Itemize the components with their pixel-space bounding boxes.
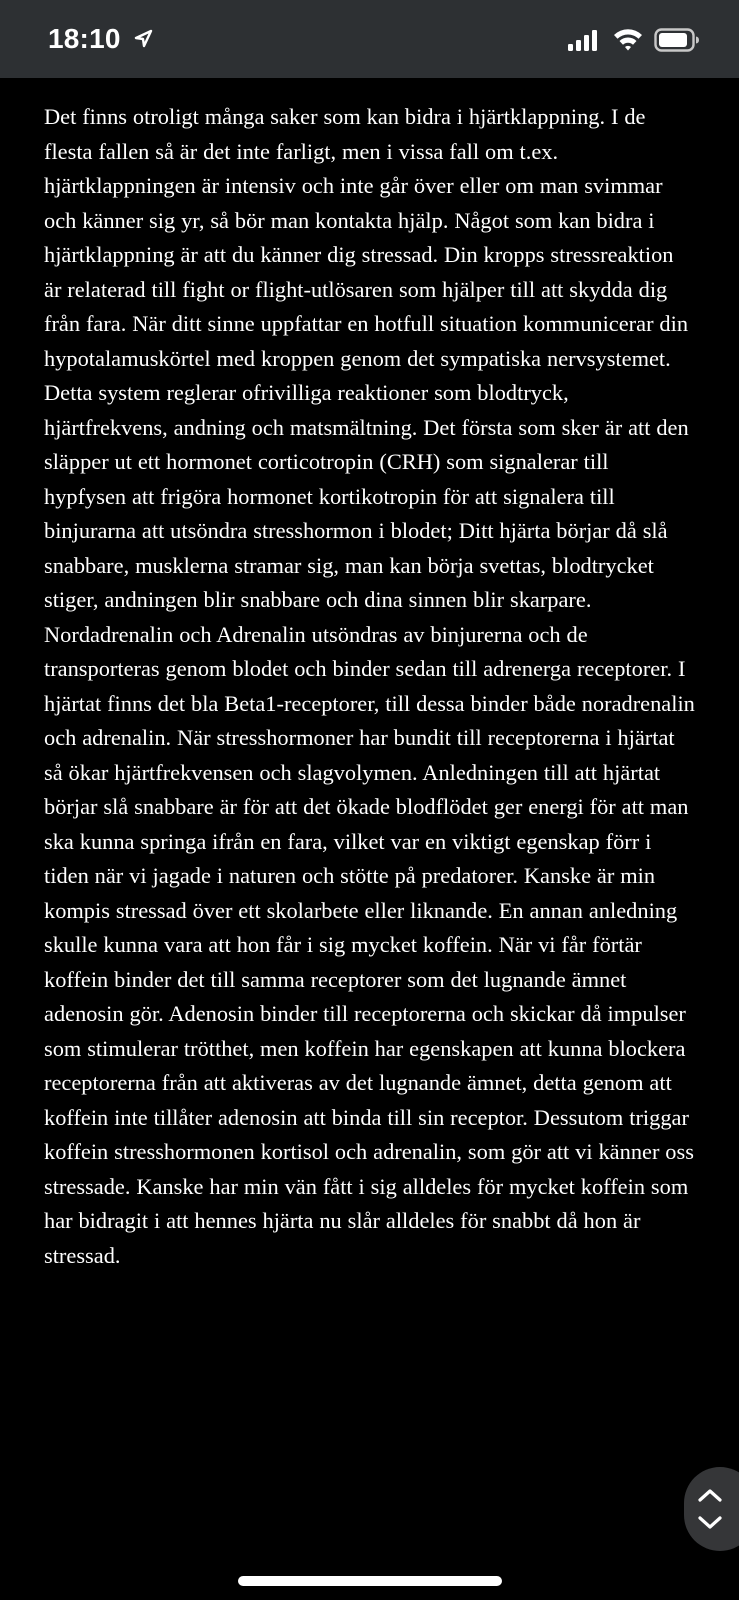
wifi-icon [612,26,644,52]
cellular-signal-icon [567,30,599,52]
article-content [44,100,696,1273]
home-indicator[interactable] [238,1576,502,1586]
scroll-chevrons[interactable] [696,1485,724,1533]
article-text: Det finns otroligt många saker som kan bidra i hjärtklappning. I de flesta fallen så är det inte farligt, men i vissa fall om t.ex. hjärtklappningen är intensiv och inte går över eller om man svimmar och känner sig yr, så bör man kontakta hjälp. Något som kan bidra i hjärtklappning är att du känner dig stressad. Din kropps stressreaktion är relaterad till fight or flight-utlösaren som hjälper till att skydda dig från fara. När ditt sinne uppfattar en hotfull situation kommunicerar din hypotalamuskörtel med kroppen genom det sympatiska nervsystemet. Detta system reglerar ofrivilliga reaktioner som blodtryck, hjärtfrekvens, andning och matsmältning. Det första som sker är att den släpper ut ett hormonet corticotropin (CRH) som signalerar till hypfysen att frigöra hormonet kortikotropin för att signalera till binjurarna att utsöndra stresshormon i blodet; Ditt hjärta börjar då slå snabbare, musklerna stramar sig, man kan börja svettas, blodtrycket stiger, andningen blir snabbare och dina sinnen blir skarpare. Nordadrenalin och Adrenalin utsöndras av binjurerna och de transporteras genom blodet och binder sedan till adrenerga receptorer. I hjärtat finns det bla Beta1-receptorer, till dessa binder både noradrenalin och adrenalin. När stresshormoner har bundit till receptorerna i hjärtat så ökar hjärtfrekvensen och slagvolymen. Anledningen till att hjärtat börjar slå snabbare är för att det ökade blodflödet ger energi för att man ska kunna springa ifrån en fara, vilket var en viktigt egenskap förr i tiden när vi jagade i naturen och stötte på predatorer. Kanske är min kompis stressad över ett skolarbete eller liknande. En annan anledning skulle kunna vara att hon får i sig mycket koffein. När vi får förtär koffein binder det till samma receptorer som det lugnande ämnet adenosin gör. Adenosin binder till receptorerna och skickar då impulser som stimulerar trötthet, men koffein har egenskapen att kunna blockera receptorerna från att aktiveras av det lugnande ämnet, detta genom att koffein inte tillåter adenosin att binda till sin receptor. Dessutom triggar koffein stresshormonen kortisol och adrenalin, som gör att vi känner oss stressade. Kanske har min vän fått i sig alldeles för mycket koffein som har bidragit i att hennes hjärta nu slår alldeles för snabbt då hon är stressad. [44,104,695,1268]
scroll-control[interactable] [684,1467,739,1551]
chevron-down-icon [700,1518,720,1527]
location-arrow-icon [132,28,154,50]
status-bar [0,0,739,78]
status-time: 18:10 [48,23,121,54]
chevron-up-icon [700,1491,720,1500]
battery-icon [654,27,700,53]
